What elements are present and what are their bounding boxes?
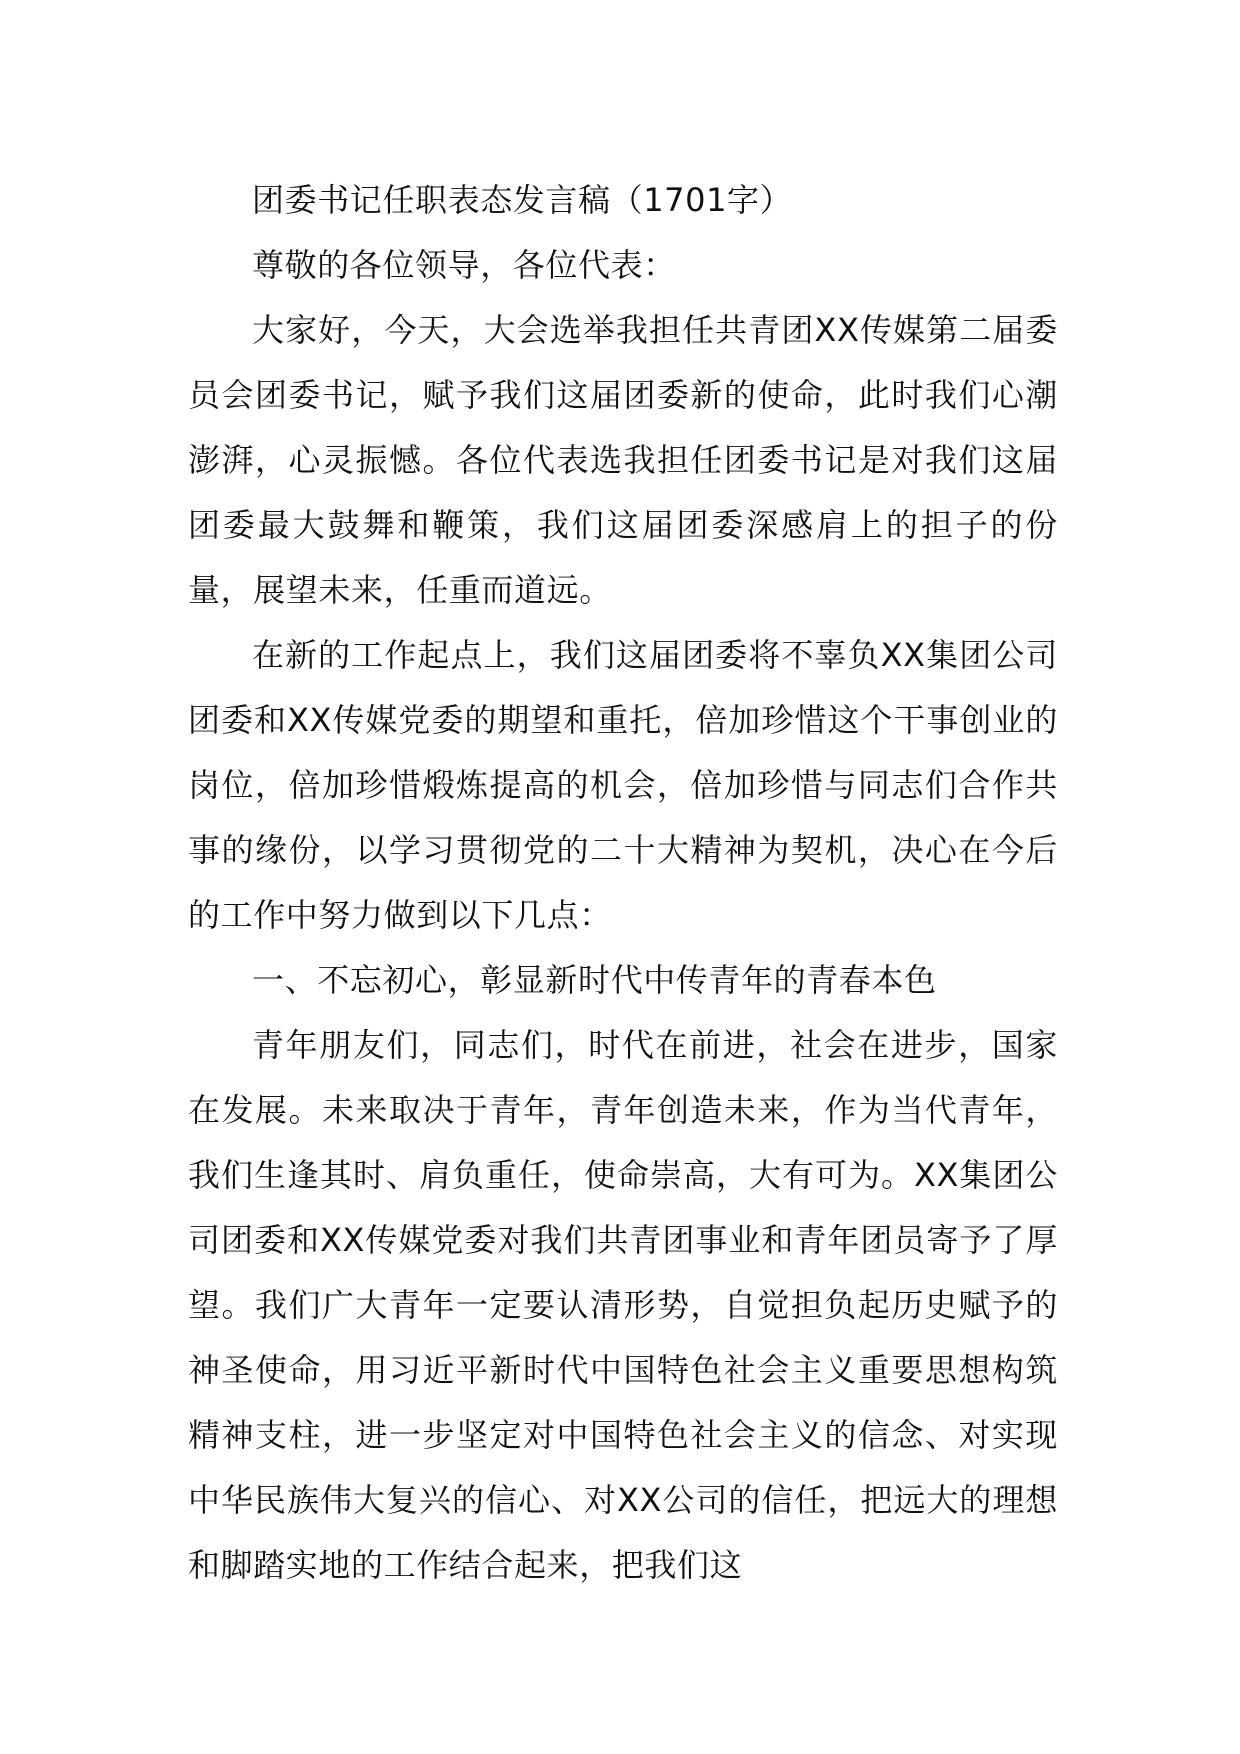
salutation-paragraph: 尊敬的各位领导，各位代表： — [252, 246, 676, 284]
document-title: 团委书记任职表态发言稿（1701字） — [252, 181, 793, 219]
commitment-paragraph: 在新的工作起点上，我们这届团委将不辜负XX集团公司团委和XX传媒党委的期望和重托，倍加珍惜这个干事创业的岗位，倍加珍惜煅炼提高的机会，倍加珍惜与同志们合作共事的缘份，以学习贯彻党的二十大精神为契机，决心在今后的工作中努力做到以下几点： — [188, 636, 1058, 934]
opening-paragraph: 大家好，今天，大会选举我担任共青团XX传媒第二届委员会团委书记，赋予我们这届团委新的使命，此时我们心潮澎湃，心灵振憾。各位代表选我担任团委书记是对我们这届团委最大鼓舞和鞭策，我们这届团委深感肩上的担子的份量，展望未来，任重而道远。 — [188, 311, 1058, 609]
section-heading: 一、不忘初心，彰显新时代中传青年的青春本色 — [252, 961, 937, 999]
body-paragraph: 青年朋友们，同志们，时代在前进，社会在进步，国家在发展。未来取决于青年，青年创造未来，作为当代青年，我们生逢其时、肩负重任，使命崇高，大有可为。XX集团公司团委和XX传媒党委对我们共青团事业和青年团员寄予了厚望。我们广大青年一定要认清形势，自觉担负起历史赋予的神圣使命，用习近平新时代中国特色社会主义重要思想构筑精神支柱，进一步坚定对中国特色社会主义的信念、对实现中华民族伟大复兴的信心、对XX公司的信任，把远大的理想和脚踏实地的工作结合起来，把我们这 — [188, 1026, 1058, 1584]
document-body — [188, 168, 1058, 1598]
